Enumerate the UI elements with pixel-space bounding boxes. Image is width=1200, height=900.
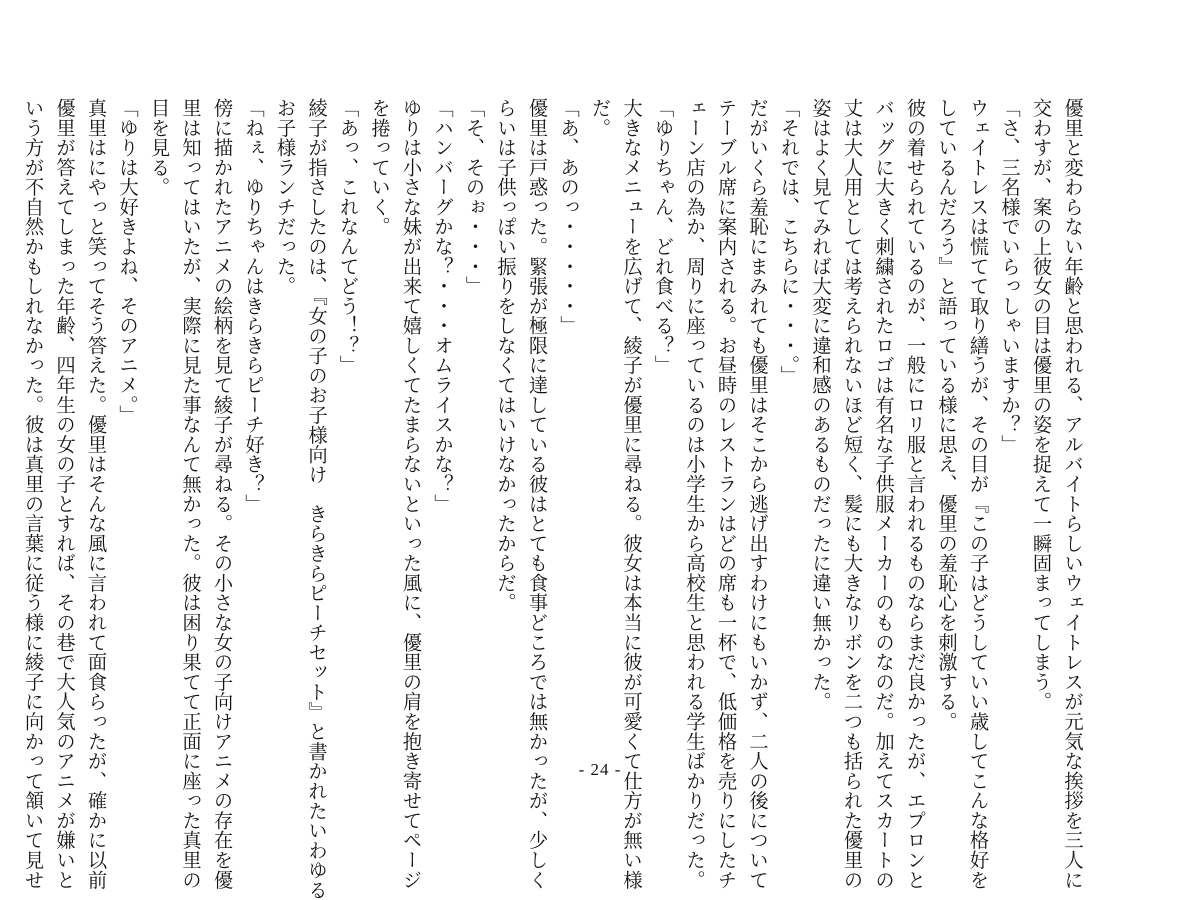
text-line: を捲っていく。 — [368, 98, 391, 237]
text-line: らいは子供っぽい振りをしなくてはいけなかったからだ。 — [494, 98, 517, 613]
text-line: 丈は大人用としては考えられないほど短く、髪にも大きなリボンを二つも括られた優里の — [840, 98, 864, 890]
text-line: 綾子が指さしたのは、『女の子のお子様向け きらきらピーチセット』と書かれたいわゆる — [305, 98, 328, 900]
text-line: ウェイトレスは慌てて取り繕うが、その目が『この子はどうしていい歳してこんな格好を — [966, 98, 990, 890]
text-line: 「さ、三名様でいらっしゃいますか？」 — [998, 98, 1021, 455]
text-line: 「ねぇ、ゆりちゃんはきらきらピーチ好き？」 — [242, 98, 265, 514]
text-line: だがいくら羞恥にまみれても優里はそこから逃げ出すわけにもいかず、二人の後について — [746, 98, 769, 890]
text-line: ゆりは小さな妹が出来て嬉しくてたまらないといった風に、優里の肩を抱き寄せてページ — [399, 98, 423, 890]
text-line: 交わすが、案の上彼女の目は優里の姿を捉えて一瞬固まってしまう。 — [1029, 98, 1053, 712]
text-line: 目を見る。 — [147, 98, 171, 197]
text-line: バッグに大きく刺繍されたロゴは有名な子供服メーカーのものなのだ。加えてスカートの — [872, 98, 895, 890]
text-line: 「あ、あのっ・・・・・」 — [557, 98, 580, 336]
text-line: 姿はよく見てみれば大変に違和感のあるものだったに違い無かった。 — [809, 98, 832, 712]
text-line: ェーン店の為か、周りに座っているのは小学生から高校生と思われる学生ばかりだった。 — [683, 98, 706, 890]
text-line: 傍に描かれたアニメの絵柄を見て綾子が尋ねる。その小さな女の子向けアニメの存在を優 — [210, 98, 234, 890]
text-line: 真里はにやっと笑ってそう答えた。優里はそんな風に言われて面食らったが、確かに以前 — [84, 98, 108, 890]
text-line: いう方が不自然かもしれなかった。彼は真里の言葉に従う様に綾子に向かって頷いて見せ — [21, 98, 45, 890]
text-line: 「そ、そのぉ・・・」 — [462, 98, 486, 296]
text-line: 大きなメニューを広げて、綾子が優里に尋ねる。彼女は本当に彼が可愛くて仕方が無い様 — [620, 98, 643, 890]
text-line: 「ゆりちゃん、どれ食べる？」 — [651, 98, 675, 376]
text-line: 「ハンバーグかな？・・・オムライスかな？」 — [431, 98, 454, 514]
text-line: 「あっ、これなんてどう！？」 — [336, 98, 360, 376]
text-line: 優里が答えてしまった年齢、四年生の女の子とすれば、その巷で大人気のアニメが嫌いと — [53, 98, 76, 890]
text-line: 優里と変わらない年齢と思われる、アルバイトらしいウェイトレスが元気な挨拶を三人に — [1061, 98, 1084, 890]
text-line: お子様ランチだった。 — [273, 98, 297, 296]
text-line: だ。 — [588, 98, 612, 138]
text-line: 「それでは、こちらに・・・。」 — [777, 98, 801, 386]
text-line: 彼の着せられているのが、一般にロリ服と言われるものならまだ良かったが、エプロンと — [903, 98, 927, 890]
text-line: 優里は戸惑った。緊張が極限に達している彼はとても食事どころでは無かったが、少しく — [525, 98, 549, 890]
text-line: 「ゆりは大好きよね、そのアニメ。」 — [116, 98, 139, 425]
page-number: - 24 - — [578, 760, 622, 779]
text-line: しているんだろう』と語っている様に思え、優里の羞恥心を刺激する。 — [935, 98, 958, 732]
text-line: 里は知ってはいたが、実際に見た事なんて無かった。彼は困り果てて正面に座った真里の — [179, 98, 202, 890]
text-line: テーブル席に案内される。お昼時のレストランはどの席も一杯で、低価格を売りにしたチ — [714, 98, 738, 890]
